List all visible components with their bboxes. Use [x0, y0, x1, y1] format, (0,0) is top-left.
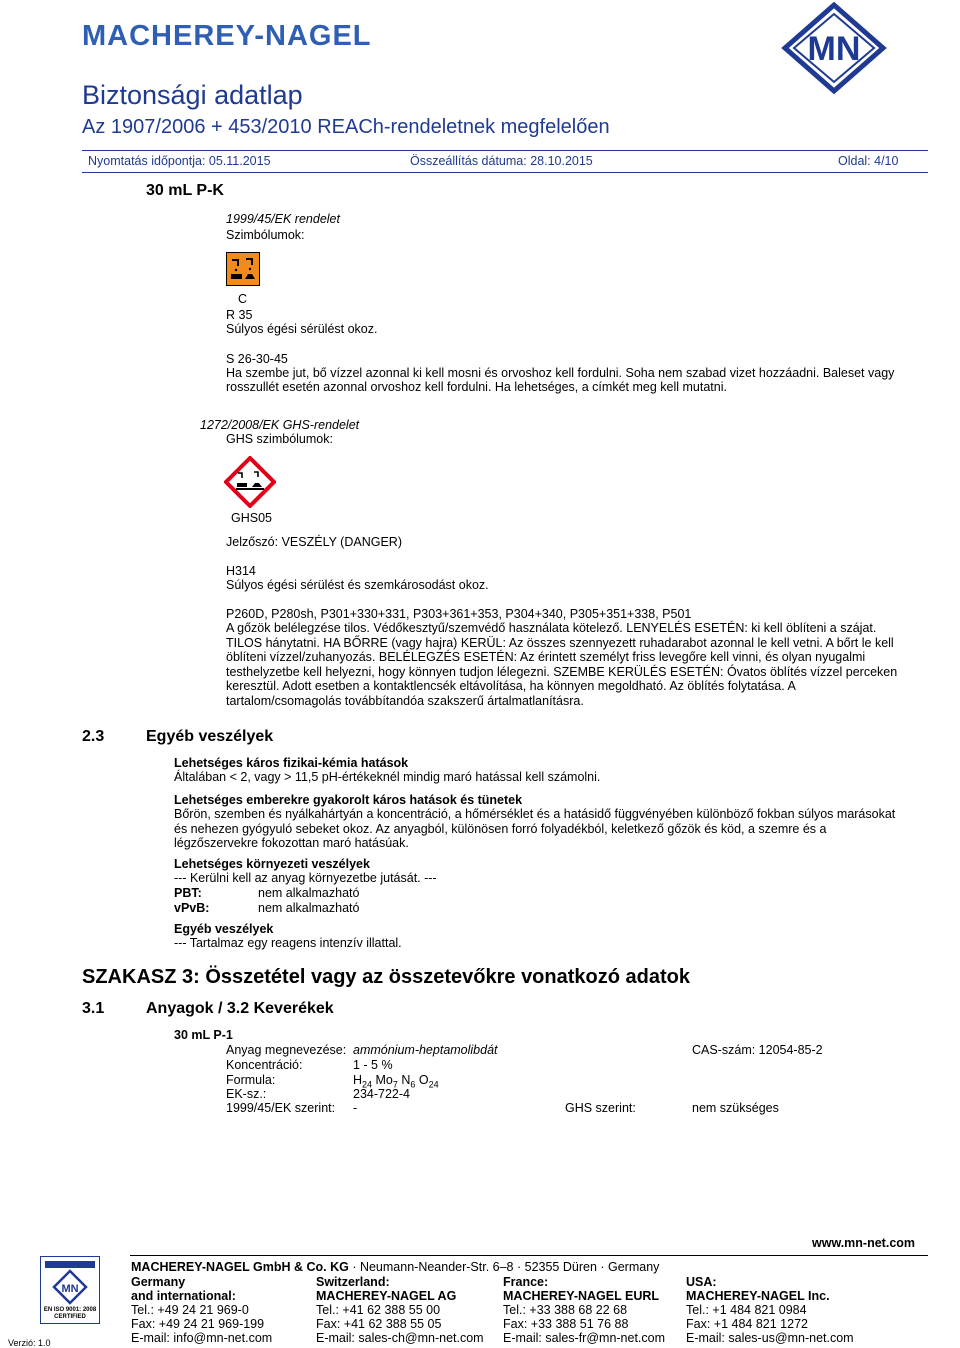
dsd-classification-value: - — [353, 1101, 358, 1115]
footer-col-heading: Germany — [131, 1275, 186, 1289]
badge-text: EN ISO 9001: 2008 CERTIFIED — [43, 1307, 97, 1320]
ghs05-pictogram-icon — [224, 456, 276, 508]
section-2-3-number: 2.3 — [82, 728, 105, 745]
footer-col-fax: Fax: +41 62 388 55 05 — [316, 1317, 442, 1331]
mn-logo — [780, 2, 888, 94]
footer-col-email[interactable]: E-mail: info@mn-net.com — [131, 1331, 273, 1345]
footer-company-line — [131, 1260, 659, 1274]
p-line: tartalom/csomagolás továbbítandóa szakszerű ártalmatlanításra. — [226, 694, 584, 708]
dsd-symbols-label: Szimbólumok: — [226, 228, 305, 242]
footer-col-email[interactable]: E-mail: sales-fr@mn-net.com — [503, 1331, 666, 1345]
other-hazards-title: Egyéb veszélyek — [174, 922, 274, 936]
formula-label: Formula: — [226, 1073, 276, 1087]
env-text: --- Kerülni kell az anyag környezetbe jutását. --- — [174, 871, 437, 885]
ghs-regulation: 1272/2008/EK GHS-rendelet — [200, 418, 360, 432]
compile-date: Összeállítás dátuma: 28.10.2015 — [410, 154, 593, 168]
footer-col-tel: Tel.: +41 62 388 55 00 — [316, 1303, 441, 1317]
formula-element: O — [415, 1073, 429, 1087]
footer-website: www.mn-net.com — [812, 1236, 916, 1250]
section-2-3-title: Egyéb veszélyek — [146, 728, 274, 745]
version: Verzió: 1.0 — [8, 1338, 51, 1348]
footer-address: · Neumann-Neander-Str. 6–8 · 52355 Düren · Germany — [348, 1260, 660, 1274]
p-line: öblíteni vízzel/zuhanyozás. BELÉLEGZÉS ESETÉN: Az érintett személyt friss levegőre kell vinni, és olyan nyugalmi — [226, 650, 866, 664]
physchem-text: Általában < 2, vagy > 11,5 pH-értékeknél mindig maró hatással kell számolni. — [174, 770, 601, 784]
footer-col-tel: Tel.: +49 24 21 969-0 — [131, 1303, 249, 1317]
product-name: 30 mL P-K — [146, 182, 224, 199]
vpvb-label: vPvB: — [174, 901, 210, 915]
formula-subscript: 24 — [362, 1079, 373, 1090]
footer-col-fax: Fax: +1 484 821 1272 — [686, 1317, 808, 1331]
document-subtitle: Az 1907/2006 + 453/2010 REACh-rendeletnek megfelelően — [82, 116, 610, 138]
substance-name-value: ammónium-heptamolibdát — [353, 1043, 498, 1057]
signal-word: Jelzőszó: VESZÉLY (DANGER) — [226, 535, 402, 549]
footer-col-subheading: MACHEREY-NAGEL EURL — [503, 1289, 660, 1303]
corrosive-icon — [226, 252, 260, 286]
footer-col-email[interactable]: E-mail: sales-ch@mn-net.com — [316, 1331, 484, 1345]
env-title: Lehetséges környezeti veszélyek — [174, 857, 370, 871]
section-3-1-number: 3.1 — [82, 1000, 105, 1017]
cas-number: CAS-szám: 12054-85-2 — [692, 1043, 823, 1057]
header-rule-top — [82, 150, 928, 151]
other-hazards-text: --- Tartalmaz egy reagens intenzív illattal. — [174, 936, 402, 950]
dsd-symbol-code: C — [238, 292, 248, 306]
ghs-pictogram-code: GHS05 — [231, 511, 272, 525]
r-text: Súlyos égési sérülést okoz. — [226, 322, 378, 336]
document-title: Biztonsági adatlap — [82, 80, 303, 110]
concentration-label: Koncentráció: — [226, 1058, 303, 1072]
substance-name-label: Anyag megnevezése: — [226, 1043, 347, 1057]
badge-logo-text: MN — [61, 1283, 79, 1295]
logo-text: MN — [807, 30, 861, 68]
r-phrase: R 35 — [226, 308, 253, 322]
concentration-value: 1 - 5 % — [353, 1058, 393, 1072]
p-codes: P260D, P280sh, P301+330+331, P303+361+353, P304+340, P305+351+338, P501 — [226, 607, 692, 621]
p-line: testhelyzetbe kell helyezni, hogy könnyen tudjon lélegezni. SZEMBE KERÜLÉS ESETÉN: Óvatos öblítés vízzel perceken — [226, 665, 898, 679]
formula-element: Mo — [372, 1073, 393, 1087]
footer-col-subheading: MACHEREY-NAGEL AG — [316, 1289, 457, 1303]
vpvb-value: nem alkalmazható — [258, 901, 360, 915]
footer-col-subheading: MACHEREY-NAGEL Inc. — [686, 1289, 830, 1303]
s-text-line-2: rosszullét esetén azonnal orvoshoz kell fordulni. Ha lehetséges, a címkét meg kell mutatni. — [226, 380, 727, 394]
ec-number-value: 234-722-4 — [353, 1087, 410, 1101]
iso-certificate-badge — [40, 1256, 100, 1324]
badge-logo-icon — [41, 1267, 101, 1307]
p-line: keresztül. Adott esetben a kontaktlencsék eltávolítása, ha könnyen megoldható. Az öblítés folytatása. A — [226, 679, 796, 693]
human-effects-line: légzőszervekre fokozottan maró hatásúak. — [174, 836, 409, 850]
dsd-regulation: 1999/45/EK rendelet — [226, 212, 340, 226]
footer-col-fax: Fax: +49 24 21 969-199 — [131, 1317, 265, 1331]
page-number: Oldal: 4/10 — [838, 154, 899, 168]
footer-col-email[interactable]: E-mail: sales-us@mn-net.com — [686, 1331, 854, 1345]
footer-col-heading: Switzerland: — [316, 1275, 390, 1289]
s-phrase: S 26-30-45 — [226, 352, 288, 366]
print-date: Nyomtatás időpontja: 05.11.2015 — [88, 154, 271, 168]
footer-col-heading: France: — [503, 1275, 549, 1289]
physchem-title: Lehetséges káros fizikai-kémia hatások — [174, 756, 409, 770]
footer-col-heading: USA: — [686, 1275, 717, 1289]
pbt-value: nem alkalmazható — [258, 886, 360, 900]
ghs-classification-value: nem szükséges — [692, 1101, 779, 1115]
footer-col-fax: Fax: +33 388 51 76 88 — [503, 1317, 629, 1331]
formula-subscript: 7 — [392, 1079, 398, 1090]
s-text-line-1: Ha szembe jut, bő vízzel azonnal ki kell mosni és orvoshoz kell fordulni. Soha nem szabad vizet hozzáadni. Baleset vagy — [226, 366, 895, 380]
dsd-classification-label: 1999/45/EK szerint: — [226, 1101, 336, 1115]
human-effects-line: és nehezen gyógyuló sebeket okoz. Az anyagból, különösen forró folyadékból, keletkező gőzök és köd, a szemre és a — [174, 822, 827, 836]
section-3-title: SZAKASZ 3: Összetétel vagy az összetevőkre vonatkozó adatok — [82, 966, 690, 988]
formula-subscript: 6 — [410, 1079, 416, 1090]
formula-element: H — [353, 1073, 363, 1087]
ghs-symbols-label: GHS szimbólumok: — [226, 432, 333, 446]
p-line: A gőzök belélegzése tilos. Védőkesztyű/szemvédő használata kötelező. LENYELÉS ESETÉN: ki kell öblíteni a szájat. — [226, 621, 877, 635]
section-3-1-title: Anyagok / 3.2 Keverékek — [146, 1000, 334, 1017]
brand-name: MACHEREY-NAGEL — [82, 20, 372, 52]
pbt-label: PBT: — [174, 886, 202, 900]
h-code: H314 — [226, 564, 256, 578]
ghs-classification-label: GHS szerint: — [565, 1101, 636, 1115]
p-line: TILOS hánytatni. HA BŐRRE (vagy hajra) KERÜL: Az összes szennyezett ruhadarabot azonnal le kell vetni. A bőrt le kell — [226, 636, 894, 650]
formula-subscript: 24 — [428, 1079, 439, 1090]
header-rule-bottom — [82, 172, 928, 173]
ec-number-label: EK-sz.: — [226, 1087, 267, 1101]
h-text: Súlyos égési sérülést és szemkárosodást okoz. — [226, 578, 489, 592]
footer-col-tel: Tel.: +1 484 821 0984 — [686, 1303, 807, 1317]
footer-col-tel: Tel.: +33 388 68 22 68 — [503, 1303, 628, 1317]
footer-company: MACHEREY-NAGEL GmbH & Co. KG — [131, 1260, 349, 1274]
human-effects-line: Bőrön, szemben és nyálkahártyán a koncentráció, a hőmérséklet és a hatásidő függvényében különböző fokban súlyos marásokat — [174, 807, 896, 821]
formula-element: N — [397, 1073, 411, 1087]
footer-rule — [130, 1255, 928, 1256]
footer-col-subheading: and international: — [131, 1289, 236, 1303]
component-name: 30 mL P-1 — [174, 1028, 233, 1042]
human-effects-title: Lehetséges emberekre gyakorolt káros hatások és tünetek — [174, 793, 523, 807]
